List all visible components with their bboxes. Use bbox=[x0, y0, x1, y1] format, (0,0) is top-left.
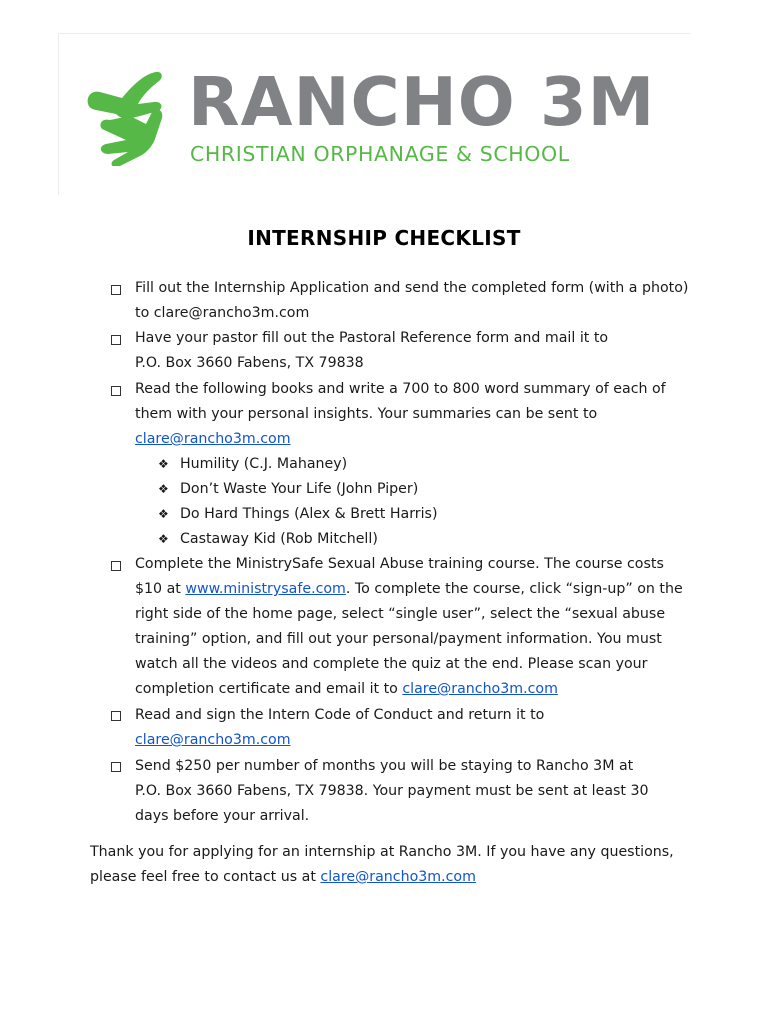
hands-logo-icon bbox=[82, 66, 178, 166]
checkbox-icon bbox=[111, 561, 121, 571]
item-text: Send $250 per number of months you will be staying to Rancho 3M at bbox=[135, 758, 634, 774]
ministrysafe-link[interactable]: www.ministrysafe.com bbox=[185, 581, 346, 597]
checklist-item-pastoral-reference bbox=[135, 326, 608, 376]
item-text: days before your arrival. bbox=[135, 808, 310, 824]
item-text: training” option, and fill out your personal/payment information. You must bbox=[135, 631, 662, 647]
item-text: Have your pastor fill out the Pastoral Reference form and mail it to bbox=[135, 330, 609, 346]
organization-name: RANCHO 3M bbox=[188, 63, 656, 141]
item-text: them with your personal insights. Your summaries can be sent to bbox=[135, 406, 598, 422]
item-text: $10 at bbox=[135, 581, 186, 597]
item-text: . To complete the course, click “sign-up” on the bbox=[345, 581, 683, 597]
item-text: P.O. Box 3660 Fabens, TX 79838 bbox=[135, 355, 364, 371]
item-text: watch all the videos and complete the quiz at the end. Please scan your bbox=[135, 656, 648, 672]
checkbox-icon bbox=[111, 285, 121, 295]
closing-text: Thank you for applying for an internship at Rancho 3M. If you have any questions, bbox=[90, 844, 674, 860]
checklist-item-code-of-conduct bbox=[135, 703, 544, 753]
email-link[interactable]: clare@rancho3m.com bbox=[135, 431, 291, 447]
item-text: Read and sign the Intern Code of Conduct and return it to bbox=[135, 707, 545, 723]
checklist-item-application bbox=[135, 276, 688, 326]
checklist-item-ministrysafe-course bbox=[135, 552, 683, 702]
diamond-bullet-icon: ❖ bbox=[158, 532, 169, 546]
book-item: Do Hard Things (Alex & Brett Harris) bbox=[180, 506, 438, 522]
book-item: Don’t Waste Your Life (John Piper) bbox=[180, 481, 419, 497]
book-item: Humility (C.J. Mahaney) bbox=[180, 456, 348, 472]
checklist-item-payment bbox=[135, 754, 649, 829]
checkbox-icon bbox=[111, 335, 121, 345]
email-link[interactable]: clare@rancho3m.com bbox=[135, 732, 291, 748]
item-text: to clare@rancho3m.com bbox=[135, 305, 310, 321]
checkbox-icon bbox=[111, 762, 121, 772]
checkbox-icon bbox=[111, 711, 121, 721]
item-text: Complete the MinistrySafe Sexual Abuse training course. The course costs bbox=[135, 556, 664, 572]
diamond-bullet-icon: ❖ bbox=[158, 457, 169, 471]
closing-paragraph bbox=[90, 840, 674, 890]
book-item: Castaway Kid (Rob Mitchell) bbox=[180, 531, 378, 547]
item-text: Read the following books and write a 700 to 800 word summary of each of bbox=[135, 381, 666, 397]
organization-tagline: CHRISTIAN ORPHANAGE & SCHOOL bbox=[190, 142, 570, 166]
item-text: P.O. Box 3660 Fabens, TX 79838. Your payment must be sent at least 30 bbox=[135, 783, 649, 799]
email-link[interactable]: clare@rancho3m.com bbox=[320, 869, 476, 885]
checklist-item-book-summaries bbox=[135, 377, 666, 452]
item-text: completion certificate and email it to bbox=[135, 681, 403, 697]
closing-text: please feel free to contact us at bbox=[90, 869, 321, 885]
diamond-bullet-icon: ❖ bbox=[158, 482, 169, 496]
diamond-bullet-icon: ❖ bbox=[158, 507, 169, 521]
checkbox-icon bbox=[111, 386, 121, 396]
item-text: Fill out the Internship Application and send the completed form (with a photo) bbox=[135, 280, 689, 296]
item-text: right side of the home page, select “single user”, select the “sexual abuse bbox=[135, 606, 666, 622]
email-link[interactable]: clare@rancho3m.com bbox=[402, 681, 558, 697]
page-title: INTERNSHIP CHECKLIST bbox=[247, 226, 521, 250]
